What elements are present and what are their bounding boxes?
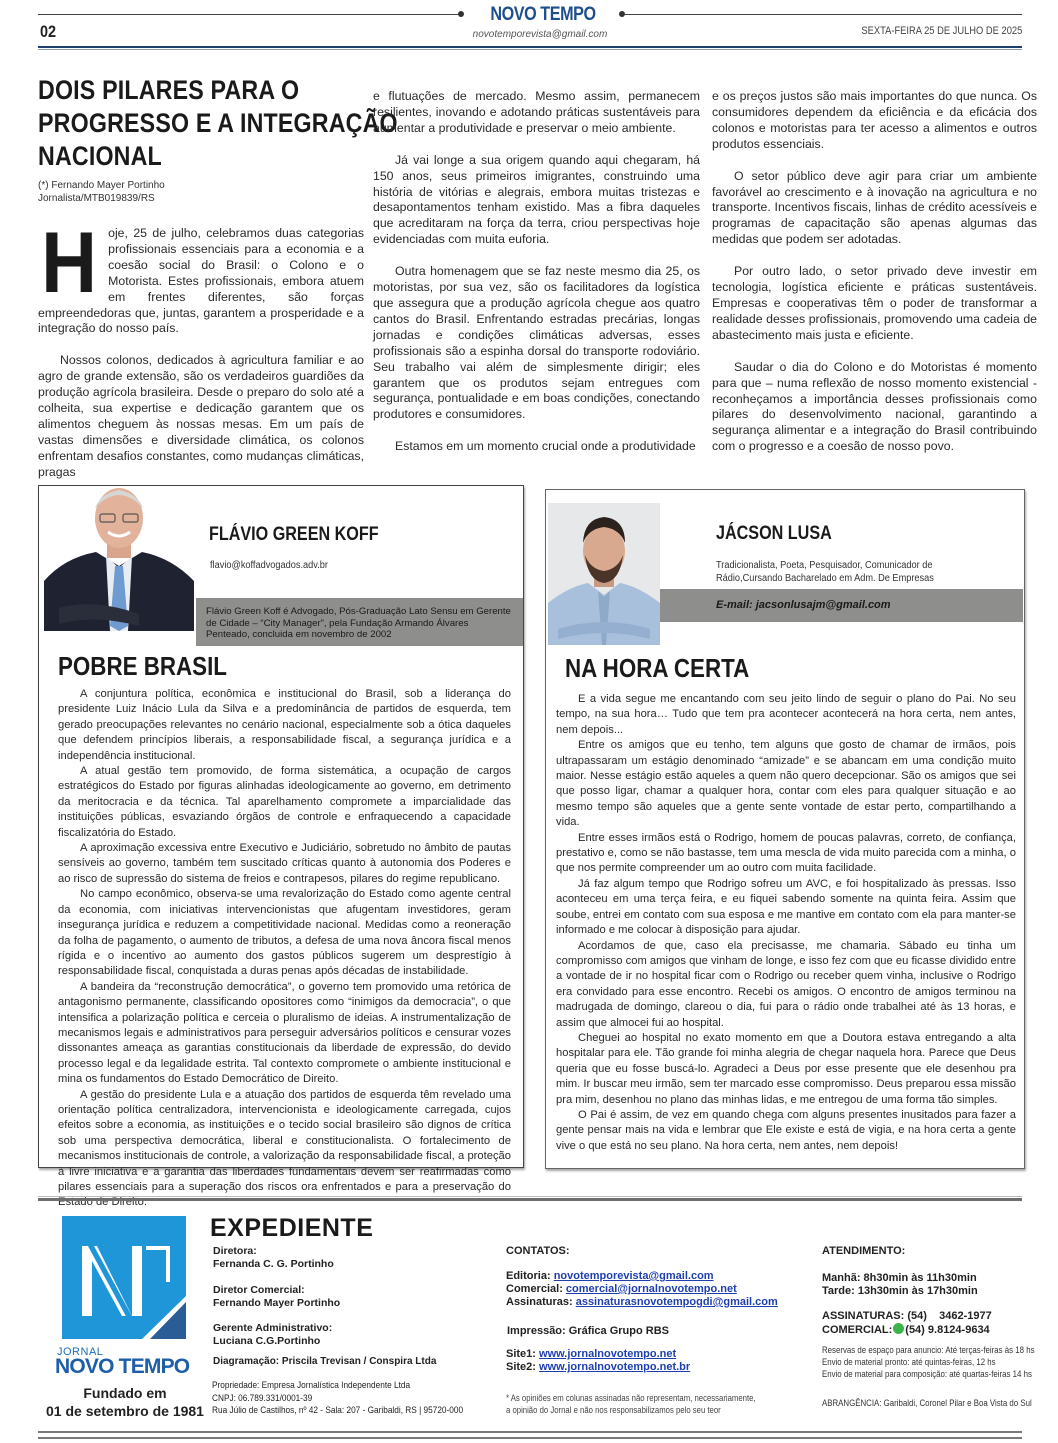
staff-diretora bbox=[213, 1245, 334, 1271]
author-name: FLÁVIO GREEN KOFF bbox=[209, 524, 379, 545]
editoria-email-link[interactable]: novotemporevista@gmail.com bbox=[553, 1270, 714, 1282]
article-column-2 bbox=[373, 89, 700, 471]
article-paragraph: Outra homenagem que se faz neste mesmo dia 25, os motoristas, por sua vez, são os facilitadores da logística que assegura que a produção agrícola chegue aos quatro cantos do Brasil. Enfrentando estradas precárias, longas jornadas e condições climáticas adversas, esses profissionais são a espinha dorsal do transporte rodoviário. Seu trabalho vai além de simplesmente dirigir; eles garantem que os produtos sejam entregues com segurança, pontualidade e em boas condições, conectando produtores e consumidores. bbox=[373, 264, 700, 422]
masthead-double-rule bbox=[38, 46, 1022, 50]
author-email[interactable]: E-mail: jacsonlusajm@gmail.com bbox=[716, 599, 891, 611]
deadline-line: Reservas de espaço para anuncio: Até terças-feiras às 18 hs bbox=[822, 1345, 1035, 1356]
phone-number[interactable]: (54) 9.8124-9634 bbox=[905, 1324, 990, 1336]
article-paragraph bbox=[38, 215, 364, 337]
column-body bbox=[58, 687, 511, 1211]
article-paragraph: O setor público deve agir para criar um ambiente favorável ao crescimento e à inovação na agricultura e no transporte. Incentivos fiscais, linhas de crédito acessíveis e programas de capacitação são apenas algumas das medidas que podem ser adotadas. bbox=[712, 168, 1037, 247]
site1-link[interactable]: www.jornalnovotempo.net bbox=[539, 1348, 677, 1360]
article-paragraph: Por outro lado, o setor privado deve investir em tecnologia, logística eficiente e práticas sustentáveis. Empresas e cooperativas têm o poder de transformar a realidade desses profissionais, promovendo uma cadeia de abastecimento mais justa e eficiente. bbox=[712, 264, 1037, 342]
author-bio: Flávio Green Koff é Advogado, Pós-Graduação Lato Sensu em Gerente de Cidade – “City Manager”, pela Fundação Armando Álvares Penteado, concluida em novembro de 2002 bbox=[206, 606, 511, 640]
founded-date bbox=[40, 1384, 210, 1420]
phone-assinaturas: ASSINATURAS: (54) 3462-1977 bbox=[822, 1310, 992, 1322]
column-paragraph: No campo econômico, observa-se uma revalorização do Estado como agente central da economia, com iniciativas intervencionistas que afugentam investidores, geram insegurança jurídica e reduzem a competitividade nacional. Medidas como a reoneração da folha de pagamento, o aumento de tributos, a defesa de uma nova âncora fiscal menos rígida e o incentivo ao aumento dos gastos públicos sugerem um desprestígio à responsabilidade fiscal, conquistada a duras penas após décadas de instabilidade. bbox=[58, 888, 511, 978]
article-paragraph: Saudar o dia do Colono e do Motoristas é momento para que – numa reflexão de nosso momento existencial - reconheçamos a importância desses profissionais como pilares do desenvolvimento nacional, garantindo a segurança alimentar e a integração do Brasil contribuindo com o progresso e a coesão de nosso povo. bbox=[712, 359, 1037, 454]
headline-line: PROGRESSO E A INTEGRAÇÃO bbox=[38, 108, 398, 138]
contact-list bbox=[506, 1270, 778, 1309]
byline-author: (*) Fernando Mayer Portinho bbox=[38, 180, 165, 191]
impressao: Impressão: Gráfica Grupo RBS bbox=[507, 1325, 669, 1337]
disclaimer-line: a opinião do Jornal e não nos responsabilizamos pelo seu teor bbox=[506, 1405, 721, 1415]
staff-person: Luciana C.G.Portinho bbox=[213, 1335, 321, 1347]
logo-newspaper-name: NOVO TEMPO bbox=[55, 1355, 190, 1378]
site-label: Site1: bbox=[506, 1348, 536, 1360]
founded-value: 01 de setembro de 1981 bbox=[46, 1403, 204, 1419]
column-paragraph: Cheguei ao hospital no exato momento em que a Doutora estava entregando a alta hospitalar para ele. Tão grande foi minha alegria de chegar naquela hora. Parece que Deus queria que eu fosse buscá-lo. Agradeci a Deus por esse presente que ele desenhou pra mim. Ir buscar meu irmão, sem ter marcado esse compromisso. Deus preparou essa missão pra mim, desenhou no plano das minhas lidas, e me entregou de uma forma tão simples. bbox=[556, 1031, 1016, 1106]
contact-label: Editoria: bbox=[506, 1270, 551, 1282]
author-email[interactable]: flavio@koffadvogados.adv.br bbox=[210, 560, 328, 571]
staff-role: Diretor Comercial: bbox=[213, 1284, 305, 1296]
headline-line: DOIS PILARES PARA O bbox=[38, 75, 300, 105]
phone-comercial bbox=[822, 1323, 990, 1337]
disclaimer bbox=[506, 1392, 756, 1416]
column-paragraph: Já faz algum tempo que Rodrigo sofreu um AVC, e foi hospitalizado às pressas. Isso aconteceu em uma terça feira, e eu fiquei sabendo somente na quinta feira. Assim que soube, entrei em contato com sua esposa e me mantive em contato com ela para manter-se informado e me colocar à disposição para ajudar. bbox=[556, 877, 1016, 937]
byline bbox=[38, 179, 165, 205]
founded-label: Fundado em bbox=[83, 1385, 167, 1401]
byline-credential: Jornalista/MTB019839/RS bbox=[38, 193, 155, 204]
coverage-area: ABRANGÊNCIA: Garibaldi, Coronel Pilar e Boa Vista do Sul bbox=[822, 1398, 1032, 1409]
staff-role: Diretora: bbox=[213, 1245, 257, 1257]
article-paragraph: Nossos colonos, dedicados à agricultura familiar e ao agro de grande extensão, são os verdadeiros guardiões da produção agrícola brasileira. Desde o preparo do solo até a colheita, sua expertise e dedicação garantem que os alimentos cheguem às nossas mesas. Em um país de vastas dimensões e diversidade climática, os colonos enfrentam desafios constantes, como mudanças climáticas, pragas bbox=[38, 353, 364, 479]
column-paragraph: A gestão do presidente Lula e a atuação dos partidos de esquerda têm revelado uma orientação política centralizadora, intervencionista e ideologicamente carregada, cujos efeitos sobre a economia, as instituições e o tecido social brasileiro são dignos de crítica sob uma perspectiva democrática, liberal e constitucionalista. O fortalecimento de mecanismos institucionais de controle, a valorização da responsabilidade fiscal, a proteção à livre iniciativa e a garantia das liberdades fundamentais devem ser reafirmadas como pilares essenciais para a superação dos riscos ora enfrentados e para a preservação do Estado de Direito. bbox=[58, 1088, 511, 1209]
hours-afternoon: Tarde: 13h30min às 17h30min bbox=[822, 1285, 978, 1297]
sites-list bbox=[506, 1348, 690, 1374]
issue-date: SEXTA-FEIRA 25 DE JULHO DE 2025 bbox=[861, 25, 1022, 37]
column-paragraph: Entre esses irmãos está o Rodrigo, homem de poucas palavras, correto, de confiança, prestativo e, como se não bastasse, tem uma mescla de vida muito parecida com a minha, o que nos permite compreender um ao outro com muita facilidade. bbox=[556, 831, 1016, 875]
newspaper-title: NOVO TEMPO bbox=[490, 4, 596, 25]
contatos-title: CONTATOS: bbox=[506, 1245, 570, 1257]
staff-gerente bbox=[213, 1322, 332, 1348]
article-paragraph: Estamos em um momento crucial onde a produtividade bbox=[395, 439, 696, 454]
propriedade: Propriedade: Empresa Jornalística Independente Ltda bbox=[212, 1380, 411, 1390]
atendimento-title: ATENDIMENTO: bbox=[822, 1245, 906, 1257]
opinion-column-lusa bbox=[545, 489, 1025, 1169]
site-label: Site2: bbox=[506, 1361, 536, 1373]
masthead bbox=[0, 0, 1058, 50]
contact-label: Comercial: bbox=[506, 1283, 563, 1295]
staff-person: Fernanda C. G. Portinho bbox=[213, 1258, 334, 1270]
footer-bottom-rule bbox=[38, 1431, 1022, 1439]
disclaimer-line: * As opiniões em colunas assinadas não representam, necessariamente, bbox=[506, 1393, 756, 1403]
paragraph-text: oje, 25 de julho, celebramos duas categorias profissionais essenciais para a economia e a coesão social do Brasil: o Colono e o Motorista. Estes profissionais, embora atuem em frentes diferentes, são forças empreendedoras que, juntas, garantem a prosperidade e a integração do nosso país. bbox=[38, 226, 364, 336]
column-paragraph: Entre os amigos que eu tenho, tem alguns que gosto de chamar de irmãos, pois ultrapassaram um estágio denominado “amizade” e se abancam em uma condição muito maior. Nesse estágio estão aqueles a quem não quero decepcionar. São os amigos que sei que posso ligar, chamar a qualquer hora, contar com eles para qualquer situação e ao mesmo tempo são aqueles que a gente sente vontade de estar perto, compartilhando a vida. bbox=[556, 739, 1016, 829]
article-column-1 bbox=[38, 215, 364, 497]
column-paragraph: Acordamos de que, caso ela precisasse, me chamaria. Sábado eu tinha um compromisso com amigos que vinham de longe, e isso fez com que eu ficasse dividido entre a vontade de ir no hospital ficar com o Rodrigo ou receber quem vinha, inclusive o Rodrigo era convidado para esse encontro. Recebi os amigos. O encontro de amigos terminou na madrugada de domingo, clareou o dia, fui para o rádio onde trabalhei até às 13 horas, e assim que almocei fui ao hospital. bbox=[556, 939, 1016, 1029]
expediente-title: EXPEDIENTE bbox=[210, 1214, 374, 1242]
deadlines bbox=[822, 1345, 1035, 1381]
assinaturas-email-link[interactable]: assinaturasnovotempogdi@gmail.com bbox=[575, 1296, 778, 1308]
column-paragraph: A conjuntura política, econômica e institucional do Brasil, sob a liderança do presidente Luiz Inácio Lula da Silva e a predominância de partidos de esquerda, tem gerado preocupações relevantes no cenário nacional, especialmente sob a ótica daqueles que defendem princípios liberais, a responsabilidade fiscal, a segurança jurídica e a independência institucional. bbox=[58, 688, 511, 762]
column-paragraph: O Pai é assim, de vez em quando chega com alguns presentes inusitados para fazer a gente pensar mais na vida e lembrar que Ele existe e está de vigia, e na hora certa a gente vive o que está no seu plano. Na hora certa, nem antes, nem depois! bbox=[556, 1108, 1016, 1152]
article-paragraph: Já vai longe a sua origem quando aqui chegaram, há 150 anos, seus primeiros imigrantes, construindo uma história de vitórias e alegrais, embora muitas tristezas e desapontamentos tenham existido. Mas a fibra daqueles que acreditaram na força da terra, criou perspectivas hoje evidenciadas com muita euforia. bbox=[373, 152, 700, 247]
author-photo-lusa bbox=[548, 503, 660, 645]
opinion-column-koff bbox=[38, 485, 524, 1209]
article-column-3 bbox=[712, 89, 1037, 471]
cnpj: CNPJ: 06.789.331/0001-39 bbox=[212, 1392, 313, 1403]
article-paragraph: e flutuações de mercado. Mesmo assim, permanecem resilientes, inovando e adotando práticas sustentáveis para aumentar a produtividade e preservar o meio ambiente. bbox=[373, 89, 700, 135]
deadline-line: Envio de material pronto: até quintas-feiras, 12 hs bbox=[822, 1357, 996, 1368]
column-body bbox=[556, 692, 1016, 1154]
logo-jornal-label: JORNAL bbox=[57, 1346, 104, 1358]
author-name: JÁCSON LUSA bbox=[716, 523, 832, 544]
masthead-rule-right bbox=[624, 14, 1022, 15]
column-paragraph: A aproximação excessiva entre Executivo e Judiciário, sobretudo no âmbito de pautas sensíveis ao governo, também tem suscitado críticas quanto à autonomia dos Poderes e ao risco de supressão do sistema de freios e contrapesos, pilares do regime republicano. bbox=[58, 842, 511, 885]
main-headline bbox=[38, 74, 398, 173]
newspaper-logo-icon bbox=[62, 1216, 186, 1339]
column-paragraph: A bandeira da “reconstrução democrática”, o governo tem promovido uma retórica de antagonismo permanente, classificando opositores como “inimigos da democracia”, o que intensifica a polarização política e cerceia o pluralismo de ideias. A instrumentalização de mecanismos legais e administrativos para perseguir adversários políticos e censurar vozes dissonantes ameaça as garantias constitucionais da liberdade de expressão, do devido processo legal e da legalidade estrita. Tal contexto compromete o ambiente institucional e mina os fundamentos do Estado Democrático de Direito. bbox=[58, 980, 511, 1086]
ownership-info bbox=[212, 1379, 463, 1417]
footer-top-rule bbox=[38, 1196, 1022, 1201]
staff-diagramacao: Diagramação: Priscila Trevisan / Conspira Ltda bbox=[213, 1356, 437, 1367]
deadline-line: Envio de material para composição: até quartas-feiras 14 hs bbox=[822, 1369, 1032, 1380]
hours-morning: Manhã: 8h30min às 11h30min bbox=[822, 1272, 977, 1284]
author-bio-bar bbox=[196, 598, 523, 646]
column-paragraph: A atual gestão tem promovido, de forma sistemática, a ocupação de cargos estratégicos do Estado por figuras alinhadas ideologicamente ao governo, em detrimento da meritocracia e da técnica. Tal aparelhamento compromete a imparcialidade das instituições públicas, esvaziando órgãos de controle e enfraquecendo a capacidade fiscalizatória do Estado. bbox=[58, 765, 511, 839]
masthead-rule-left bbox=[38, 14, 460, 15]
masthead-dot-left bbox=[458, 11, 464, 17]
article-paragraph: e os preços justos são mais importantes do que nunca. Os consumidores dependem da eficiência e da eficácia dos colonos e motoristas para ter acesso a alimentos e outros produtos essenciais. bbox=[712, 89, 1037, 151]
masthead-email[interactable]: novotemporevista@gmail.com bbox=[472, 29, 608, 40]
address: Rua Júlio de Castilhos, nº 42 - Sala: 207 - Garibaldi, RS | 95720-000 bbox=[212, 1405, 464, 1415]
author-email-bar bbox=[660, 589, 1023, 622]
page-number: 02 bbox=[40, 22, 57, 41]
column-paragraph: E a vida segue me encantando com seu jeito lindo de seguir o plano do Pai. No seu tempo, na sua hora… Tudo que tem pra acontecer acontecerá na hora certa, nem antes, nem depois... bbox=[556, 693, 1016, 736]
phone-label: COMERCIAL: bbox=[822, 1324, 893, 1336]
site2-link[interactable]: www.jornalnovotempo.net.br bbox=[539, 1361, 691, 1373]
column-title: POBRE BRASIL bbox=[58, 651, 227, 681]
author-bio: Tradicionalista, Poeta, Pesquisador, Comunicador de Rádio,Cursando Bacharelado em Adm. De Empresas bbox=[716, 560, 934, 584]
author-photo-koff bbox=[44, 486, 194, 631]
whatsapp-icon bbox=[893, 1323, 904, 1334]
staff-diretor-comercial bbox=[213, 1284, 340, 1310]
contact-label: Assinaturas: bbox=[506, 1296, 573, 1308]
staff-person: Fernando Mayer Portinho bbox=[213, 1297, 341, 1309]
comercial-email-link[interactable]: comercial@jornalnovotempo.net bbox=[565, 1283, 737, 1295]
column-title: NA HORA CERTA bbox=[565, 653, 750, 683]
headline-line: NACIONAL bbox=[38, 141, 162, 171]
drop-cap: H bbox=[41, 215, 98, 311]
staff-role: Gerente Administrativo: bbox=[213, 1322, 333, 1334]
